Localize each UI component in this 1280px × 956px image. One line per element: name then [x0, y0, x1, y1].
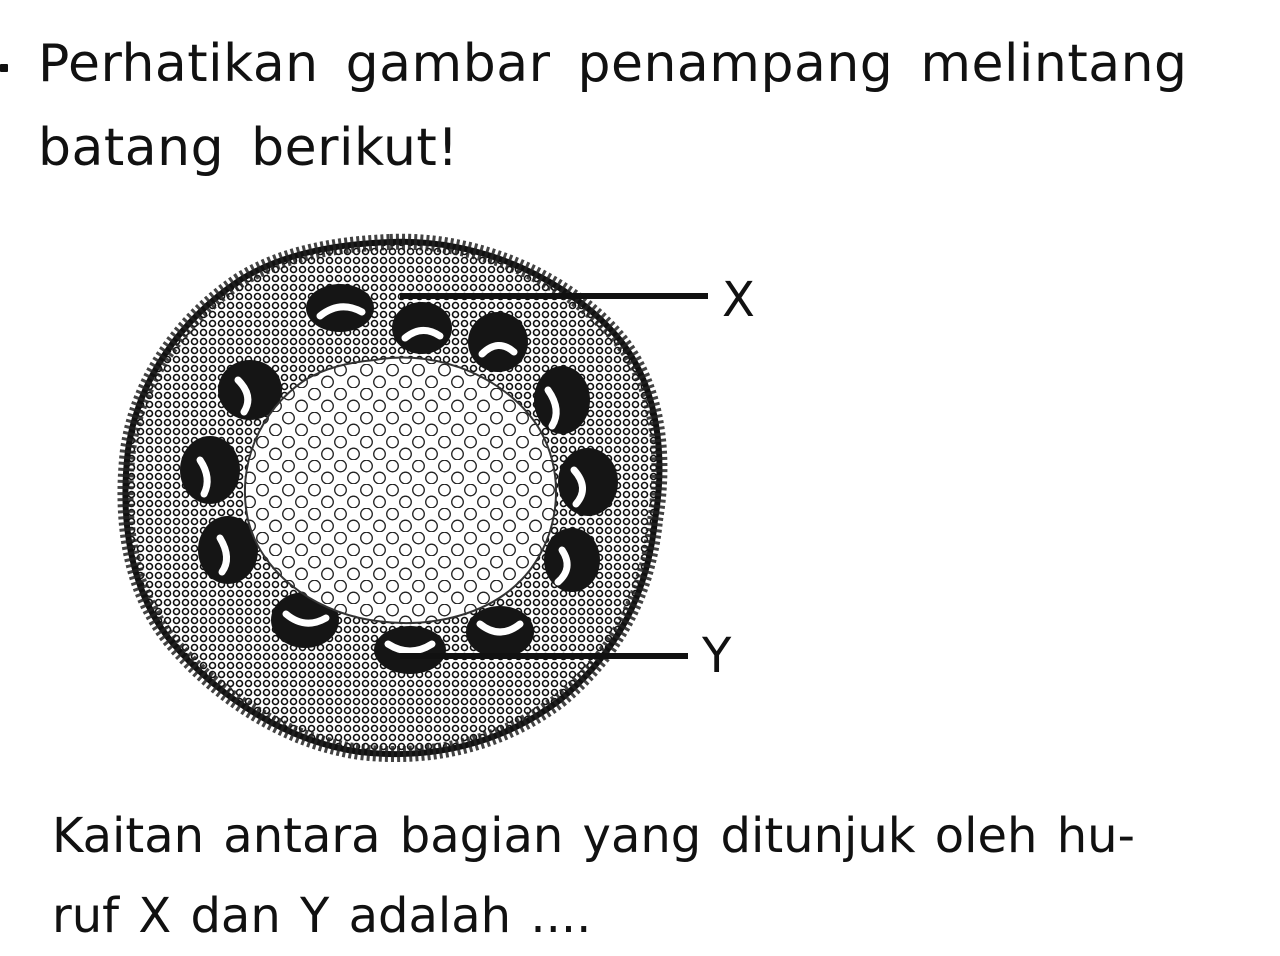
- label-x: X: [722, 272, 755, 328]
- answer-prompt: [52, 796, 1262, 956]
- stem-cross-section-figure: [100, 220, 820, 780]
- pith: [245, 357, 556, 622]
- label-y: Y: [702, 628, 732, 684]
- question-text: [38, 22, 1268, 190]
- stem-cross-section-svg: [100, 220, 820, 780]
- answer-line-1: Kaitan antara bagian yang ditunjuk oleh hu-: [52, 808, 1135, 864]
- question-bullet: [0, 64, 8, 72]
- answer-line-2: ruf X dan Y adalah ....: [52, 888, 592, 944]
- question-line-1: Perhatikan gambar penampang melintang: [38, 34, 1188, 94]
- question-line-2: batang berikut!: [38, 118, 459, 178]
